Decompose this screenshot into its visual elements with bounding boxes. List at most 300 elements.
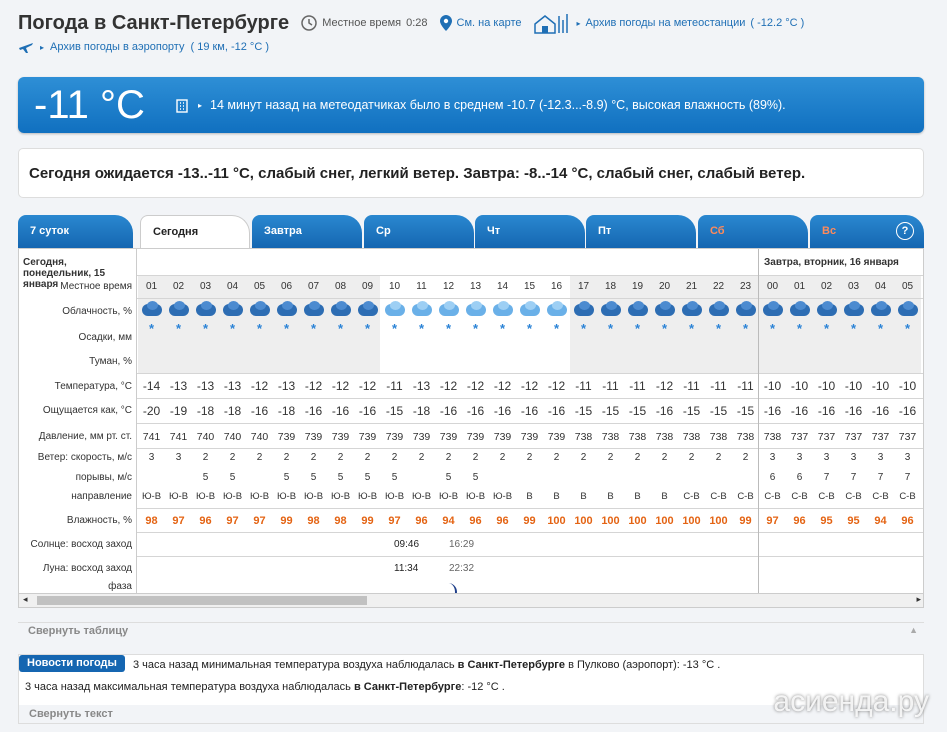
cloud-snow-icon [140,301,164,317]
feels-cell: -16 [790,404,809,418]
snowflake-icon: * [310,321,317,336]
pressure-cell: 739 [547,431,566,443]
label-pressure: Давление, мм рт. ст. [38,431,132,442]
snowflake-icon: * [796,321,803,336]
wind-cell: 3 [769,452,776,463]
wind-cell: 2 [418,452,425,463]
pressure-cell: 738 [601,431,620,443]
hour-cell: 11 [416,281,427,292]
pressure-cell: 739 [439,431,458,443]
feels-cell: -16 [655,404,674,418]
gust-cell: 5 [229,472,236,483]
temp-cell: -12 [439,379,458,393]
map-pin-icon [440,15,452,31]
collapse-up-icon[interactable]: ▲ [909,625,918,635]
hour-cell: 06 [280,281,293,292]
current-temp-details [174,97,786,113]
wind-cell: 2 [742,452,749,463]
day1-label: Сегодня, понедельник, 15 января [23,257,106,290]
label-cloud: Облачность, % [62,306,132,317]
humidity-cell: 98 [307,515,320,527]
temp-cell: -10 [817,379,836,393]
pressure-cell: 739 [331,431,350,443]
wind-cell: 2 [310,452,317,463]
gust-cell: 5 [391,472,398,483]
hour-cell: 03 [199,281,212,292]
cloud-snow-icon [707,301,731,317]
temp-cell: -11 [575,379,592,393]
feels-cell: -15 [628,404,647,418]
wind-cell: 2 [634,452,641,463]
wind-cell: 2 [445,452,452,463]
airport-info: ( 19 км, -12 °C ) [190,41,269,53]
table-scrollbar[interactable] [19,593,924,607]
wind-cell: 2 [256,452,263,463]
banner-text: 14 минут назад на метеодатчиках было в среднем -10.7 (-12.3...-8.9) °C, высокая влажность (89%). [210,98,786,112]
hour-cell: 13 [469,281,482,292]
direction-cell: В [553,491,560,502]
gust-cell: 7 [823,472,830,483]
pressure-cell: 738 [709,431,728,443]
hour-cell: 23 [739,281,752,292]
pressure-cell: 739 [493,431,512,443]
humidity-cell: 100 [601,515,620,527]
label-moon: Луна: восход заход [42,563,132,574]
direction-cell: Ю-В [330,491,351,502]
wind-cell: 3 [796,452,803,463]
news-item-2 [25,681,505,693]
hour-cell: 18 [604,281,617,292]
humidity-cell: 100 [655,515,674,527]
humidity-cell: 100 [709,515,728,527]
feels-cell: -15 [682,404,701,418]
label-time: Местное время [60,281,132,292]
cloud-snow-icon [491,301,515,317]
direction-cell: Ю-В [303,491,324,502]
hour-cell: 14 [496,281,509,292]
snowflake-icon: * [526,321,533,336]
cloud-snow-icon [464,301,488,317]
snowflake-icon: * [202,321,209,336]
snowflake-icon: * [445,321,452,336]
feels-cell: -16 [358,404,377,418]
humidity-cell: 96 [901,515,914,527]
wind-cell: 2 [283,452,290,463]
temp-cell: -12 [547,379,566,393]
feels-cell: -16 [493,404,512,418]
wind-cell: 2 [337,452,344,463]
cloud-snow-icon [788,301,812,317]
feels-cell: -16 [817,404,836,418]
direction-cell: С-В [899,491,916,502]
clock-icon [301,15,317,31]
direction-cell: С-В [818,491,835,502]
pressure-cell: 739 [412,431,431,443]
hour-cell: 04 [874,281,887,292]
snowflake-icon: * [229,321,236,336]
pressure-cell: 738 [574,431,593,443]
cloud-snow-icon [329,301,353,317]
arrow-right-icon: ▸ [576,18,581,28]
collapse-table-link[interactable] [18,622,924,638]
direction-cell: С-В [845,491,862,502]
feels-cell: -18 [223,404,242,418]
local-time [301,15,427,31]
temp-cell: -11 [629,379,646,393]
scrollbar-thumb[interactable] [37,596,367,605]
pressure-cell: 737 [898,431,917,443]
direction-cell: В [634,491,641,502]
hour-cell: 02 [820,281,833,292]
feels-cell: -15 [385,404,404,418]
temp-cell: -12 [466,379,485,393]
arrow-right-icon: ▸ [198,100,203,110]
label-direction: направление [71,491,132,502]
temp-cell: -13 [169,379,188,393]
humidity-cell: 99 [739,515,752,527]
tab-today[interactable]: Сегодня [140,215,250,248]
snowflake-icon: * [661,321,668,336]
feels-cell: -18 [277,404,296,418]
collapse-table-text[interactable]: Свернуть таблицу [28,625,129,637]
pressure-cell: 739 [466,431,485,443]
temp-cell: -12 [655,379,674,393]
temp-cell: -10 [844,379,863,393]
humidity-cell: 97 [388,515,401,527]
news1-post: в Пулково (аэропорт): -13 °C . [568,659,721,671]
station-archive-link[interactable] [533,12,804,34]
news1-pre: 3 часа назад минимальная температура воздуха наблюдалась [133,659,455,671]
feels-cell: -16 [763,404,782,418]
wind-cell: 2 [688,452,695,463]
direction-cell: С-В [791,491,808,502]
feels-cell: -16 [844,404,863,418]
snowflake-icon: * [877,321,884,336]
collapse-text-link[interactable]: Свернуть текст [19,705,923,723]
direction-cell: С-В [737,491,754,502]
direction-cell: Ю-В [249,491,270,502]
hour-cell: 00 [766,281,779,292]
direction-cell: Ю-В [411,491,432,502]
tab-fri[interactable]: Пт [586,215,696,248]
feels-cell: -15 [601,404,620,418]
cloud-snow-icon [356,301,380,317]
cloud-snow-icon [626,301,650,317]
pressure-cell: 741 [169,431,188,443]
direction-cell: Ю-В [465,491,486,502]
humidity-cell: 94 [874,515,887,527]
humidity-cell: 96 [199,515,212,527]
label-sun: Солнце: восход заход [30,539,132,550]
direction-cell: В [580,491,587,502]
humidity-cell: 100 [547,515,566,527]
direction-cell: В [607,491,614,502]
day-separator [758,249,759,607]
row-separator [19,508,924,509]
tab-tomorrow[interactable]: Завтра [252,215,362,248]
tab-7days[interactable]: 7 суток [18,215,133,248]
cloud-snow-icon [410,301,434,317]
tab-thu[interactable]: Чт [475,215,585,248]
cloud-snow-icon [869,301,893,317]
moonset: 22:32 [449,563,475,574]
cloud-snow-icon [383,301,407,317]
feels-cell: -16 [304,404,323,418]
local-time-label: Местное время [322,17,402,29]
sunrise: 09:46 [394,539,420,550]
label-feels: Ощущается как, °C [42,405,132,416]
gust-cell: 5 [445,472,452,483]
feels-cell: -19 [169,404,188,418]
forecast-summary: Сегодня ожидается -13..-11 °C, слабый снег, легкий ветер. Завтра: -8..-14 °C, слабый снег, слабый ветер. [18,148,924,198]
direction-cell: Ю-В [276,491,297,502]
temp-cell: -12 [250,379,269,393]
temp-cell: -12 [493,379,512,393]
row-labels [19,249,137,607]
temp-cell: -12 [520,379,539,393]
hour-cell: 16 [550,281,563,292]
feels-cell: -16 [871,404,890,418]
hour-cell: 09 [361,281,374,292]
cloud-snow-icon [221,301,245,317]
row-separator [19,373,924,374]
temp-cell: -12 [331,379,350,393]
cloud-snow-icon [815,301,839,317]
pressure-cell: 738 [628,431,647,443]
snowflake-icon: * [742,321,749,336]
hour-cell: 05 [901,281,914,292]
wind-cell: 2 [229,452,236,463]
wind-cell: 2 [499,452,506,463]
map-link[interactable] [440,15,522,31]
humidity-cell: 100 [682,515,701,527]
snowflake-icon: * [364,321,371,336]
label-phase: фаза [108,581,132,592]
temp-cell: -13 [412,379,431,393]
temp-cell: -11 [710,379,727,393]
pressure-cell: 737 [790,431,809,443]
snowflake-icon: * [256,321,263,336]
direction-cell: Ю-В [384,491,405,502]
humidity-cell: 96 [469,515,482,527]
hour-cell: 01 [793,281,806,292]
cloud-snow-icon [248,301,272,317]
building-icon [174,97,190,113]
tab-sat[interactable]: Сб [698,215,808,248]
local-time-value: 0:28 [406,17,428,29]
humidity-cell: 99 [280,515,293,527]
gust-cell: 6 [796,472,803,483]
snowflake-icon: * [499,321,506,336]
news-item-1 [133,659,720,671]
hour-cell: 08 [334,281,347,292]
snowflake-icon: * [769,321,776,336]
feels-cell: -18 [196,404,215,418]
temp-cell: -11 [683,379,700,393]
feels-cell: -18 [412,404,431,418]
humidity-cell: 99 [361,515,374,527]
tab-sun-label: Вс [822,225,837,237]
wind-cell: 2 [661,452,668,463]
day2-label: Завтра, вторник, 16 января [764,257,899,268]
direction-cell: В [661,491,668,502]
wind-cell: 3 [148,452,155,463]
hour-cell: 05 [253,281,266,292]
temp-cell: -12 [304,379,323,393]
humidity-cell: 97 [172,515,185,527]
humidity-cell: 97 [226,515,239,527]
snowflake-icon: * [148,321,155,336]
humidity-cell: 97 [253,515,266,527]
snowflake-icon: * [580,321,587,336]
snowflake-icon: * [391,321,398,336]
wind-cell: 2 [553,452,560,463]
cloud-snow-icon [437,301,461,317]
gust-cell: 5 [310,472,317,483]
cloud-snow-icon [275,301,299,317]
temp-cell: -13 [196,379,215,393]
news2-pre: 3 часа назад максимальная температура воздуха наблюдалась [25,681,351,693]
cloud-snow-icon [545,301,569,317]
row-separator [19,423,924,424]
humidity-cell: 95 [820,515,833,527]
snowflake-icon: * [337,321,344,336]
hour-cell: 22 [712,281,725,292]
cloud-snow-icon [599,301,623,317]
pressure-cell: 739 [277,431,296,443]
temp-cell: -10 [790,379,809,393]
station-temp: ( -12.2 °C ) [750,17,805,29]
snowflake-icon: * [634,321,641,336]
pressure-cell: 738 [655,431,674,443]
cloud-snow-icon [734,301,758,317]
moonrise: 11:34 [394,563,419,574]
direction-cell: С-В [872,491,889,502]
direction-cell: Ю-В [357,491,378,502]
direction-cell: С-В [764,491,781,502]
pressure-cell: 739 [385,431,404,443]
pressure-cell: 741 [142,431,161,443]
hour-cell: 12 [442,281,455,292]
cloud-snow-icon [680,301,704,317]
scroll-left-icon[interactable]: ◂ [23,594,28,604]
pressure-cell: 740 [196,431,215,443]
cloud-snow-icon [302,301,326,317]
hour-cell: 04 [226,281,239,292]
direction-cell: Ю-В [141,491,162,502]
pressure-cell: 739 [304,431,323,443]
feels-cell: -16 [466,404,485,418]
direction-cell: С-В [683,491,700,502]
airport-archive-text[interactable]: Архив погоды в аэропорту [50,41,185,53]
row-separator [19,275,924,276]
news2-post: : -12 °C . [461,681,505,693]
temp-cell: -13 [223,379,242,393]
snowflake-icon: * [850,321,857,336]
map-link-text[interactable]: См. на карте [456,17,522,29]
snowflake-icon: * [715,321,722,336]
humidity-cell: 100 [574,515,593,527]
tab-wed[interactable]: Ср [364,215,474,248]
direction-cell: С-В [710,491,727,502]
wind-cell: 2 [526,452,533,463]
label-temp: Температура, °C [54,381,132,392]
direction-cell: В [526,491,533,502]
gust-cell: 5 [472,472,479,483]
news-button[interactable]: Новости погоды [19,655,125,672]
hour-cell: 21 [685,281,698,292]
wind-cell: 3 [877,452,884,463]
humidity-cell: 96 [496,515,509,527]
temp-cell: -11 [602,379,619,393]
station-archive-text[interactable]: Архив погоды на метеостанции [585,17,746,29]
pressure-cell: 739 [358,431,377,443]
temp-cell: -12 [358,379,377,393]
wind-cell: 2 [607,452,614,463]
tab-sun[interactable] [810,215,924,248]
row-separator [19,448,924,449]
gust-cell: 7 [850,472,857,483]
feels-cell: -16 [250,404,269,418]
cloud-snow-icon [842,301,866,317]
gust-cell: 5 [202,472,209,483]
wind-cell: 2 [364,452,371,463]
humidity-cell: 95 [847,515,860,527]
humidity-cell: 98 [145,515,158,527]
hour-cell: 20 [658,281,671,292]
page-title: Погода в Санкт-Петербурге [18,11,290,34]
gust-cell: 7 [904,472,911,483]
label-humidity: Влажность, % [66,515,132,526]
page-header [18,8,804,38]
snowflake-icon: * [472,321,479,336]
cloud-snow-icon [572,301,596,317]
feels-cell: -15 [736,404,755,418]
humidity-cell: 96 [415,515,428,527]
airport-archive-link[interactable] [18,40,269,54]
temp-cell: -10 [871,379,890,393]
temp-cell: -14 [142,379,161,393]
temp-cell: -11 [386,379,403,393]
label-fog: Туман, % [89,356,132,367]
pressure-cell: 739 [520,431,539,443]
snowflake-icon: * [175,321,182,336]
pressure-cell: 738 [736,431,755,443]
hour-cell: 07 [307,281,320,292]
hour-cell: 19 [631,281,644,292]
cloud-snow-icon [896,301,920,317]
direction-cell: Ю-В [438,491,459,502]
help-icon[interactable]: ? [896,222,914,240]
hourly-forecast-table [18,248,924,608]
direction-cell: Ю-В [222,491,243,502]
feels-cell: -15 [709,404,728,418]
feels-cell: -16 [520,404,539,418]
station-icon [533,12,571,34]
scroll-right-icon[interactable]: ▸ [916,594,921,604]
wind-cell: 3 [904,452,911,463]
pressure-cell: 740 [250,431,269,443]
current-temp: -11 °C [34,82,145,127]
watermark: асиенда.ру [773,685,929,718]
feels-cell: -20 [142,404,161,418]
pressure-cell: 737 [817,431,836,443]
wind-cell: 3 [175,452,182,463]
feels-cell: -16 [898,404,917,418]
humidity-cell: 96 [793,515,806,527]
wind-cell: 2 [472,452,479,463]
hour-cell: 17 [577,281,590,292]
